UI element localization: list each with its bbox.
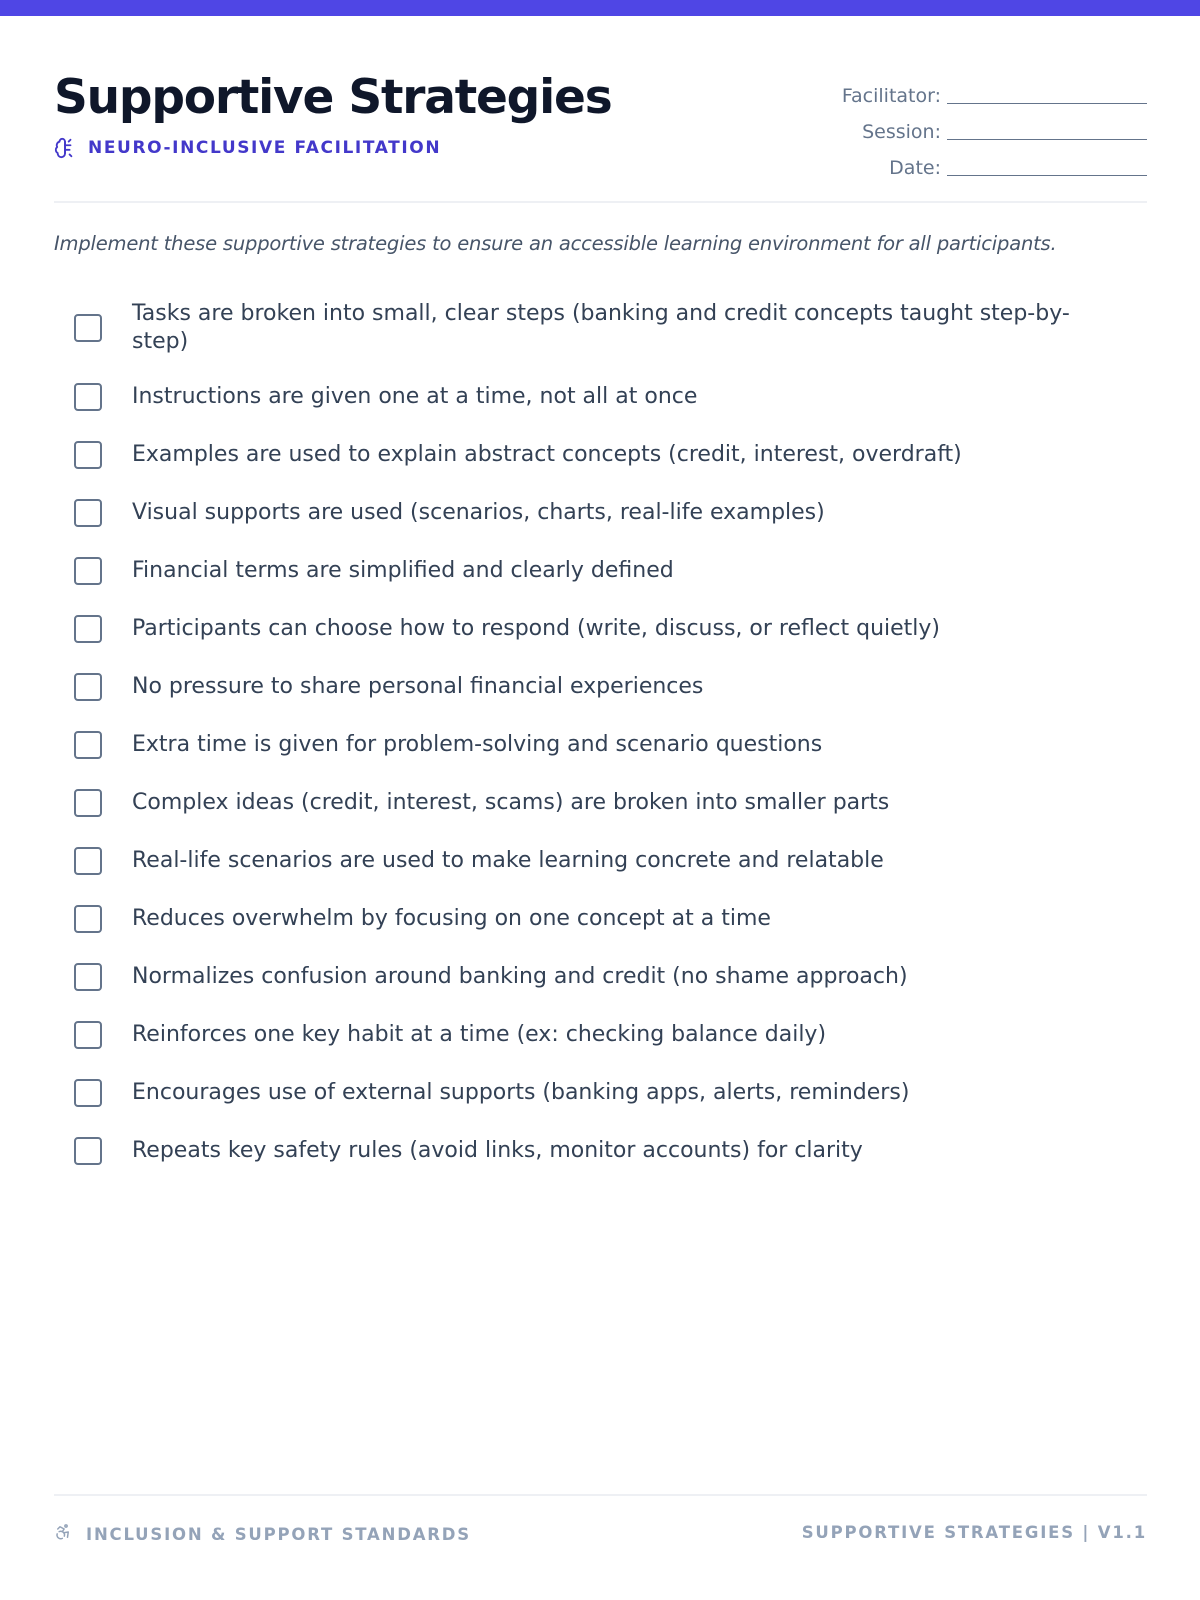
checkbox[interactable] — [74, 557, 102, 585]
subtitle-text: NEURO-INCLUSIVE FACILITATION — [88, 138, 442, 158]
checklist-item-text: Reduces overwhelm by focusing on one concept at a time — [132, 906, 771, 931]
checklist-item[interactable] — [74, 1072, 1094, 1114]
page-subtitle — [54, 137, 441, 159]
checklist-item[interactable] — [74, 898, 1094, 940]
footer-left — [54, 1523, 471, 1545]
checklist-item-text: Visual supports are used (scenarios, charts, real-life examples) — [132, 500, 825, 525]
session-label: Session: — [862, 121, 941, 143]
checklist-item-text: Real-life scenarios are used to make learning concrete and relatable — [132, 848, 884, 873]
checkbox[interactable] — [74, 905, 102, 933]
checkbox[interactable] — [74, 789, 102, 817]
session-field[interactable] — [827, 107, 1147, 143]
checklist-item[interactable] — [74, 608, 1094, 650]
facilitator-field[interactable] — [827, 71, 1147, 107]
checkbox[interactable] — [74, 963, 102, 991]
checkbox[interactable] — [74, 314, 102, 342]
footer-left-text: INCLUSION & SUPPORT STANDARDS — [86, 1524, 471, 1544]
footer-divider — [54, 1494, 1147, 1496]
brain-icon — [54, 137, 76, 159]
checkbox[interactable] — [74, 383, 102, 411]
checklist-item[interactable] — [74, 782, 1094, 824]
checklist-item[interactable] — [74, 666, 1094, 708]
intro-text: Implement these supportive strategies to ensure an accessible learning environment for all participants. — [54, 232, 1057, 255]
facilitator-blank[interactable] — [947, 103, 1147, 104]
checklist-item[interactable] — [74, 550, 1094, 592]
checklist-item-text: Complex ideas (credit, interest, scams) are broken into smaller parts — [132, 790, 890, 815]
checkbox[interactable] — [74, 1079, 102, 1107]
accessibility-icon — [54, 1523, 72, 1545]
checklist-item-text: Instructions are given one at a time, not all at once — [132, 384, 698, 409]
checklist-item-text: Extra time is given for problem-solving and scenario questions — [132, 732, 823, 757]
checklist-item-text: Examples are used to explain abstract concepts (credit, interest, overdraft) — [132, 442, 962, 467]
checklist-item[interactable] — [74, 1014, 1094, 1056]
header-divider — [54, 201, 1147, 203]
checkbox[interactable] — [74, 673, 102, 701]
top-accent-bar — [0, 0, 1200, 16]
checklist-item-text: Financial terms are simplified and clearly defined — [132, 558, 674, 583]
checkbox[interactable] — [74, 1137, 102, 1165]
date-blank[interactable] — [947, 175, 1147, 176]
checklist-item[interactable] — [74, 376, 1094, 418]
facilitator-label: Facilitator: — [841, 85, 941, 107]
checklist-item[interactable] — [74, 1130, 1094, 1172]
session-fields — [827, 71, 1147, 179]
checklist-item[interactable] — [74, 298, 1094, 358]
date-field[interactable] — [827, 143, 1147, 179]
checklist-item-text: No pressure to share personal financial experiences — [132, 674, 704, 699]
page-header — [54, 66, 1147, 186]
strategy-checklist — [74, 298, 1094, 1188]
checklist-item[interactable] — [74, 492, 1094, 534]
checkbox[interactable] — [74, 441, 102, 469]
checkbox[interactable] — [74, 499, 102, 527]
checkbox[interactable] — [74, 847, 102, 875]
checkbox[interactable] — [74, 615, 102, 643]
checklist-item[interactable] — [74, 434, 1094, 476]
checkbox[interactable] — [74, 731, 102, 759]
checklist-item-text: Normalizes confusion around banking and credit (no shame approach) — [132, 964, 908, 989]
checklist-item[interactable] — [74, 956, 1094, 998]
session-blank[interactable] — [947, 139, 1147, 140]
checklist-item[interactable] — [74, 840, 1094, 882]
checklist-item-text: Participants can choose how to respond (write, discuss, or reflect quietly) — [132, 616, 941, 641]
checklist-item-text: Encourages use of external supports (banking apps, alerts, reminders) — [132, 1080, 910, 1105]
checklist-item-text: Repeats key safety rules (avoid links, monitor accounts) for clarity — [132, 1138, 863, 1163]
checklist-item-text: Tasks are broken into small, clear steps (banking and credit concepts taught step-by-step) — [132, 301, 1070, 354]
page-title: Supportive Strategies — [54, 70, 612, 125]
date-label: Date: — [889, 157, 941, 179]
checklist-item[interactable] — [74, 724, 1094, 766]
checkbox[interactable] — [74, 1021, 102, 1049]
checklist-item-text: Reinforces one key habit at a time (ex: checking balance daily) — [132, 1022, 827, 1047]
footer-right-text: SUPPORTIVE STRATEGIES | V1.1 — [801, 1523, 1147, 1542]
